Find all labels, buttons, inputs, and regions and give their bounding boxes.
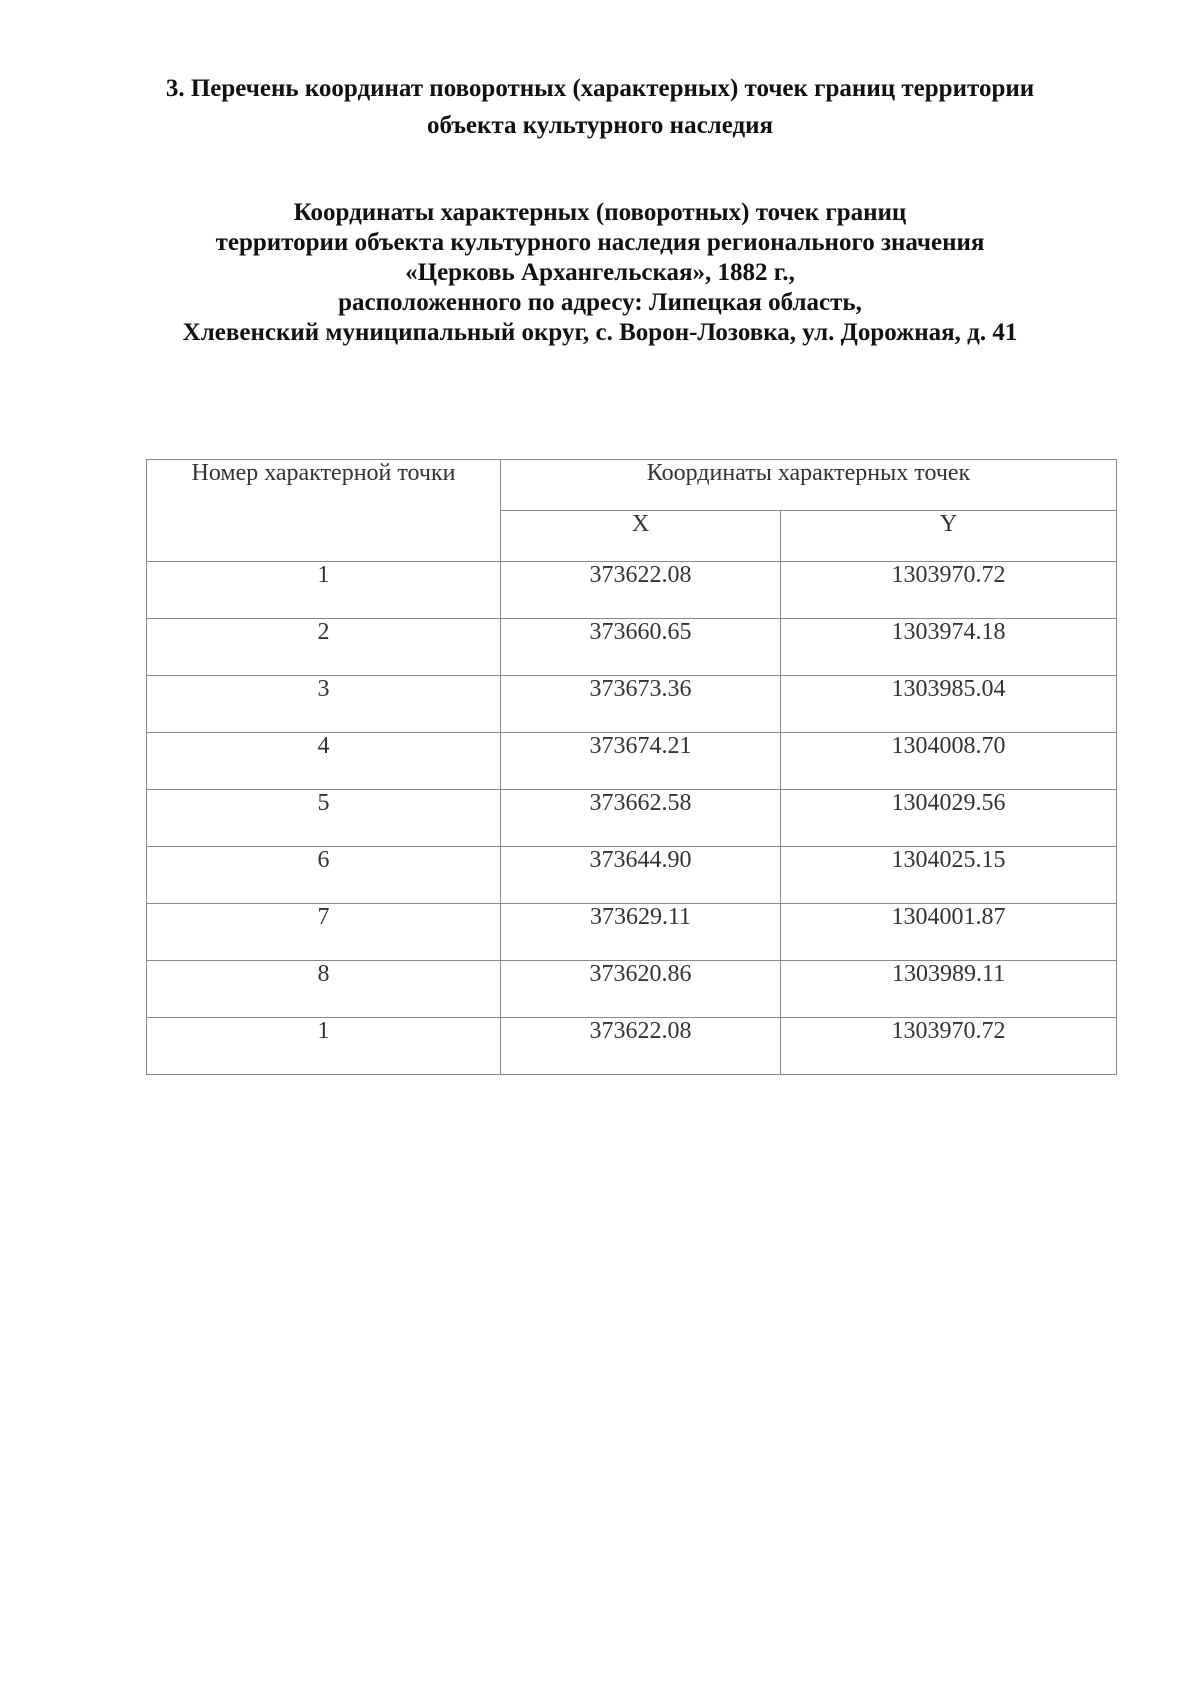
table-row xyxy=(147,904,1117,961)
x-cell: 373620.86 xyxy=(501,961,781,1018)
x-cell: 373673.36 xyxy=(501,676,781,733)
x-cell: 373629.11 xyxy=(501,904,781,961)
table-header-row xyxy=(147,460,1117,511)
point-number-cell: 4 xyxy=(147,733,501,790)
coordinates-table xyxy=(146,459,1117,1075)
x-cell: 373622.08 xyxy=(501,1018,781,1075)
table-row xyxy=(147,562,1117,619)
y-cell: 1304001.87 xyxy=(781,904,1117,961)
header-point-number: Номер характерной точки xyxy=(147,460,501,562)
point-number-cell: 3 xyxy=(147,676,501,733)
table-row xyxy=(147,790,1117,847)
caption-line-5: Хлевенский муниципальный округ, с. Ворон-Лозовка, ул. Дорожная, д. 41 xyxy=(182,319,1018,346)
table-row xyxy=(147,676,1117,733)
y-cell: 1304025.15 xyxy=(781,847,1117,904)
caption-line-4: расположенного по адресу: Липецкая область, xyxy=(338,289,862,316)
table-row xyxy=(147,733,1117,790)
caption-line-3: «Церковь Архангельская», 1882 г., xyxy=(405,259,795,286)
table-row xyxy=(147,619,1117,676)
point-number-cell: 8 xyxy=(147,961,501,1018)
table-row xyxy=(147,1018,1117,1075)
section-heading-line-2: объекта культурного наследия xyxy=(426,112,774,139)
point-number-cell: 7 xyxy=(147,904,501,961)
caption-line-1: Координаты характерных (поворотных) точек границ xyxy=(293,199,907,226)
y-cell: 1304008.70 xyxy=(781,733,1117,790)
x-cell: 373644.90 xyxy=(501,847,781,904)
y-cell: 1303989.11 xyxy=(781,961,1117,1018)
x-cell: 373674.21 xyxy=(501,733,781,790)
x-cell: 373662.58 xyxy=(501,790,781,847)
y-cell: 1304029.56 xyxy=(781,790,1117,847)
point-number-cell: 2 xyxy=(147,619,501,676)
y-cell: 1303970.72 xyxy=(781,562,1117,619)
y-cell: 1303985.04 xyxy=(781,676,1117,733)
y-cell: 1303970.72 xyxy=(781,1018,1117,1075)
table-caption xyxy=(100,198,1100,348)
table-row xyxy=(147,847,1117,904)
header-y: Y xyxy=(781,511,1117,562)
caption-line-2: территории объекта культурного наследия регионального значения xyxy=(215,229,985,256)
header-x: X xyxy=(501,511,781,562)
section-heading-line-1: 3. Перечень координат поворотных (характерных) точек границ территории xyxy=(165,75,1035,102)
point-number-cell: 6 xyxy=(147,847,501,904)
x-cell: 373622.08 xyxy=(501,562,781,619)
point-number-cell: 1 xyxy=(147,562,501,619)
table-row xyxy=(147,961,1117,1018)
point-number-cell: 1 xyxy=(147,1018,501,1075)
y-cell: 1303974.18 xyxy=(781,619,1117,676)
point-number-cell: 5 xyxy=(147,790,501,847)
header-coordinates: Координаты характерных точек xyxy=(501,460,1117,511)
section-heading xyxy=(100,70,1100,144)
x-cell: 373660.65 xyxy=(501,619,781,676)
